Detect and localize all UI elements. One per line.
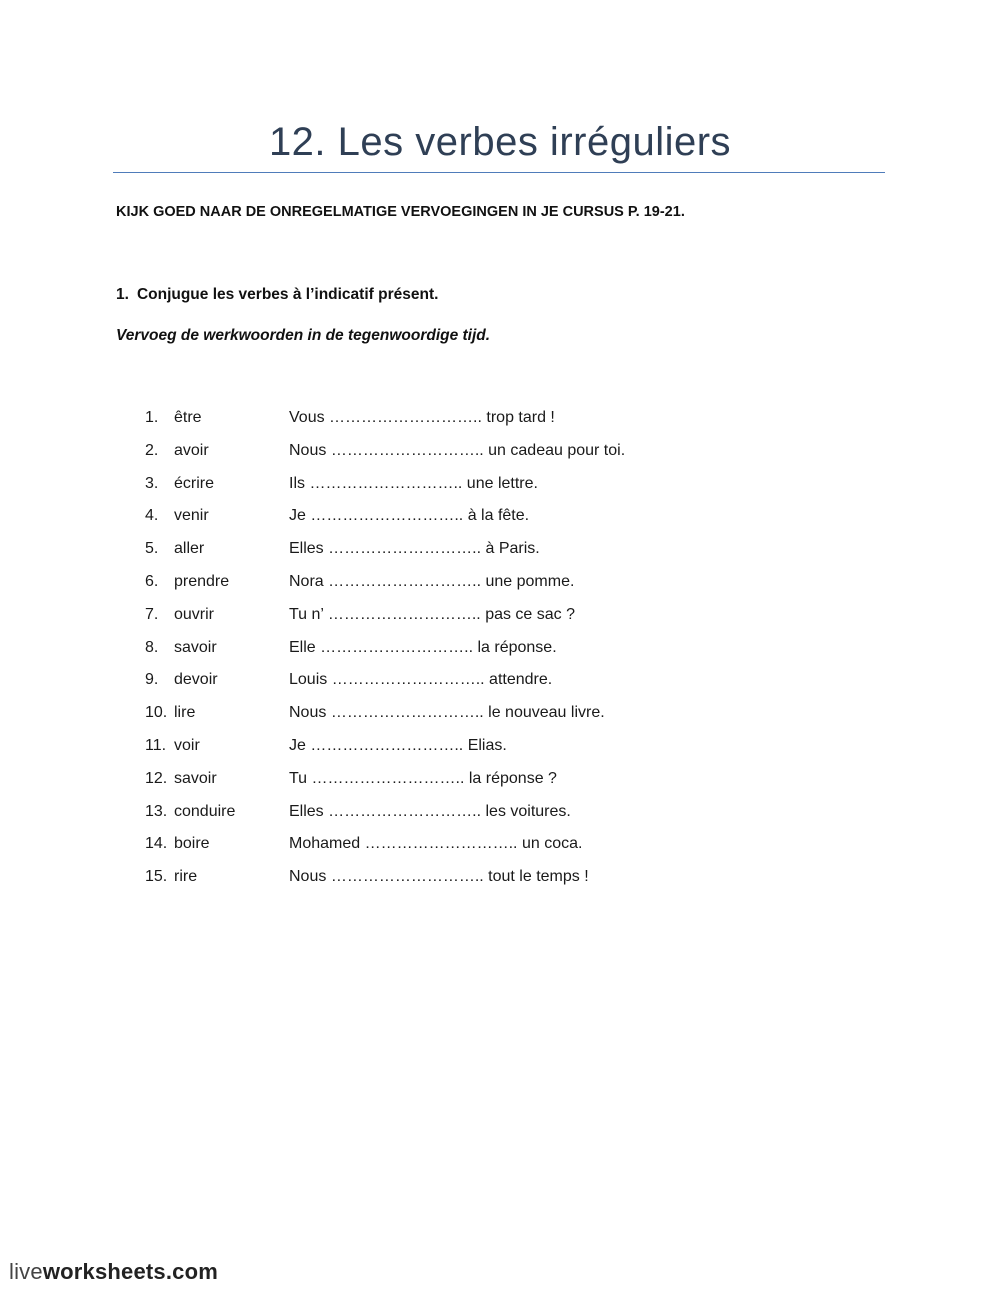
item-subject: Nous (289, 441, 327, 459)
item-sentence (289, 506, 529, 526)
exercise-items (0, 408, 1000, 900)
item-subject: Tu (289, 769, 308, 787)
item-verb: boire (174, 835, 210, 853)
list-item (0, 769, 1000, 802)
list-item (0, 802, 1000, 835)
list-item (0, 474, 1000, 507)
list-item (0, 441, 1000, 474)
answer-blank[interactable]: ……………………….. (330, 441, 484, 459)
list-item (0, 572, 1000, 605)
list-item (0, 539, 1000, 572)
item-rest: un coca. (521, 835, 583, 853)
list-item (0, 736, 1000, 769)
item-rest: un cadeau pour toi. (488, 441, 626, 459)
item-verb: être (174, 409, 202, 426)
item-rest: le nouveau livre. (488, 704, 605, 722)
item-number: 2. (145, 441, 159, 459)
item-subject: Nous (289, 704, 327, 722)
item-rest: pas ce sac ? (485, 605, 576, 623)
item-number: 9. (145, 671, 159, 689)
item-sentence (289, 703, 605, 723)
item-sentence (289, 474, 538, 494)
list-item (0, 506, 1000, 539)
item-subject: Nous (289, 868, 327, 886)
item-sentence (289, 834, 582, 854)
item-verb: savoir (174, 638, 217, 656)
answer-blank[interactable]: ……………………….. (331, 671, 485, 689)
brand-logo (9, 1258, 218, 1286)
item-sentence (289, 769, 557, 789)
list-item (0, 408, 1000, 441)
answer-blank[interactable]: ……………………….. (364, 835, 518, 853)
item-sentence (289, 605, 575, 625)
item-sentence (289, 670, 552, 690)
item-verb: rire (174, 868, 198, 886)
item-number: 5. (145, 540, 159, 558)
list-item (0, 703, 1000, 736)
item-rest: les voitures. (485, 802, 571, 820)
item-verb: conduire (174, 802, 236, 820)
answer-blank[interactable]: ……………………….. (329, 409, 482, 426)
item-subject: Nora (289, 572, 324, 590)
item-verb: voir (174, 736, 200, 754)
list-item (0, 670, 1000, 703)
list-item (0, 867, 1000, 900)
item-verb: aller (174, 540, 205, 558)
item-sentence (289, 441, 625, 461)
item-subject: Tu n’ (289, 605, 324, 623)
item-number: 4. (145, 507, 159, 525)
item-number: 7. (145, 605, 159, 623)
item-rest: la réponse. (477, 638, 557, 656)
item-rest: la réponse ? (468, 769, 557, 787)
answer-blank[interactable]: ……………………….. (327, 605, 481, 623)
item-number: 10. (145, 704, 168, 722)
item-rest: à la fête. (467, 507, 530, 525)
list-item (0, 605, 1000, 638)
item-verb: ouvrir (174, 605, 215, 623)
item-subject: Elle (289, 638, 316, 656)
brand-worksheets: worksheets (42, 1259, 166, 1284)
item-subject: Mohamed (289, 835, 361, 853)
exercise-number: 1. (116, 286, 129, 303)
item-verb: savoir (174, 769, 217, 787)
item-sentence (289, 408, 555, 428)
answer-blank[interactable]: ……………………….. (310, 736, 464, 754)
answer-blank[interactable]: ……………………….. (328, 540, 482, 558)
answer-blank[interactable]: ……………………….. (328, 802, 482, 820)
item-subject: Je (289, 507, 306, 525)
answer-blank[interactable]: ……………………….. (330, 868, 484, 886)
answer-blank[interactable]: ……………………….. (320, 638, 474, 656)
item-rest: à Paris. (485, 540, 540, 558)
item-number: 1. (145, 409, 159, 426)
item-number: 14. (145, 835, 168, 853)
item-rest: tout le temps ! (488, 868, 589, 886)
item-verb: venir (174, 507, 209, 525)
title-divider (113, 172, 885, 173)
item-number: 15. (145, 868, 168, 886)
answer-blank[interactable]: ……………………….. (311, 769, 465, 787)
exercise-subheading: Vervoeg de werkwoorden in de tegenwoordige tijd. (116, 327, 491, 344)
item-number: 11. (145, 736, 167, 754)
brand-live: live (9, 1259, 43, 1284)
answer-blank[interactable]: ……………………….. (330, 704, 484, 722)
item-rest: une lettre. (466, 474, 538, 492)
item-verb: lire (174, 704, 196, 722)
item-subject: Vous (289, 409, 325, 426)
exercise-heading (116, 285, 438, 305)
item-sentence (289, 638, 557, 658)
page-title: 12. Les verbes irréguliers (268, 120, 732, 164)
item-sentence (289, 572, 574, 592)
item-verb: avoir (174, 441, 209, 459)
item-number: 3. (145, 474, 159, 492)
brand-suffix: .com (165, 1259, 219, 1284)
item-number: 12. (145, 769, 168, 787)
answer-blank[interactable]: ……………………….. (328, 572, 482, 590)
item-subject: Elles (289, 802, 324, 820)
item-rest: une pomme. (485, 572, 575, 590)
item-subject: Ils (289, 474, 305, 492)
item-rest: Elias. (467, 736, 507, 754)
item-sentence (289, 867, 589, 887)
list-item (0, 834, 1000, 867)
item-sentence (289, 736, 507, 756)
answer-blank[interactable]: ……………………….. (310, 507, 464, 525)
item-subject: Louis (289, 671, 328, 689)
item-rest: attendre. (489, 671, 553, 689)
item-number: 6. (145, 572, 159, 590)
item-number: 8. (145, 638, 159, 656)
item-subject: Elles (289, 540, 324, 558)
answer-blank[interactable]: ……………………….. (309, 474, 463, 492)
item-subject: Je (289, 736, 306, 754)
item-verb: écrire (174, 474, 215, 492)
exercise-heading-text: Conjugue les verbes à l’indicatif présent. (136, 286, 439, 303)
item-sentence (289, 802, 571, 822)
instruction-text: KIJK GOED NAAR DE ONREGELMATIGE VERVOEGINGEN IN JE CURSUS P. 19-21. (116, 204, 685, 220)
item-number: 13. (145, 802, 168, 820)
item-verb: devoir (174, 671, 218, 689)
item-verb: prendre (174, 572, 230, 590)
list-item (0, 638, 1000, 671)
item-rest: trop tard ! (486, 409, 555, 426)
item-sentence (289, 539, 540, 559)
